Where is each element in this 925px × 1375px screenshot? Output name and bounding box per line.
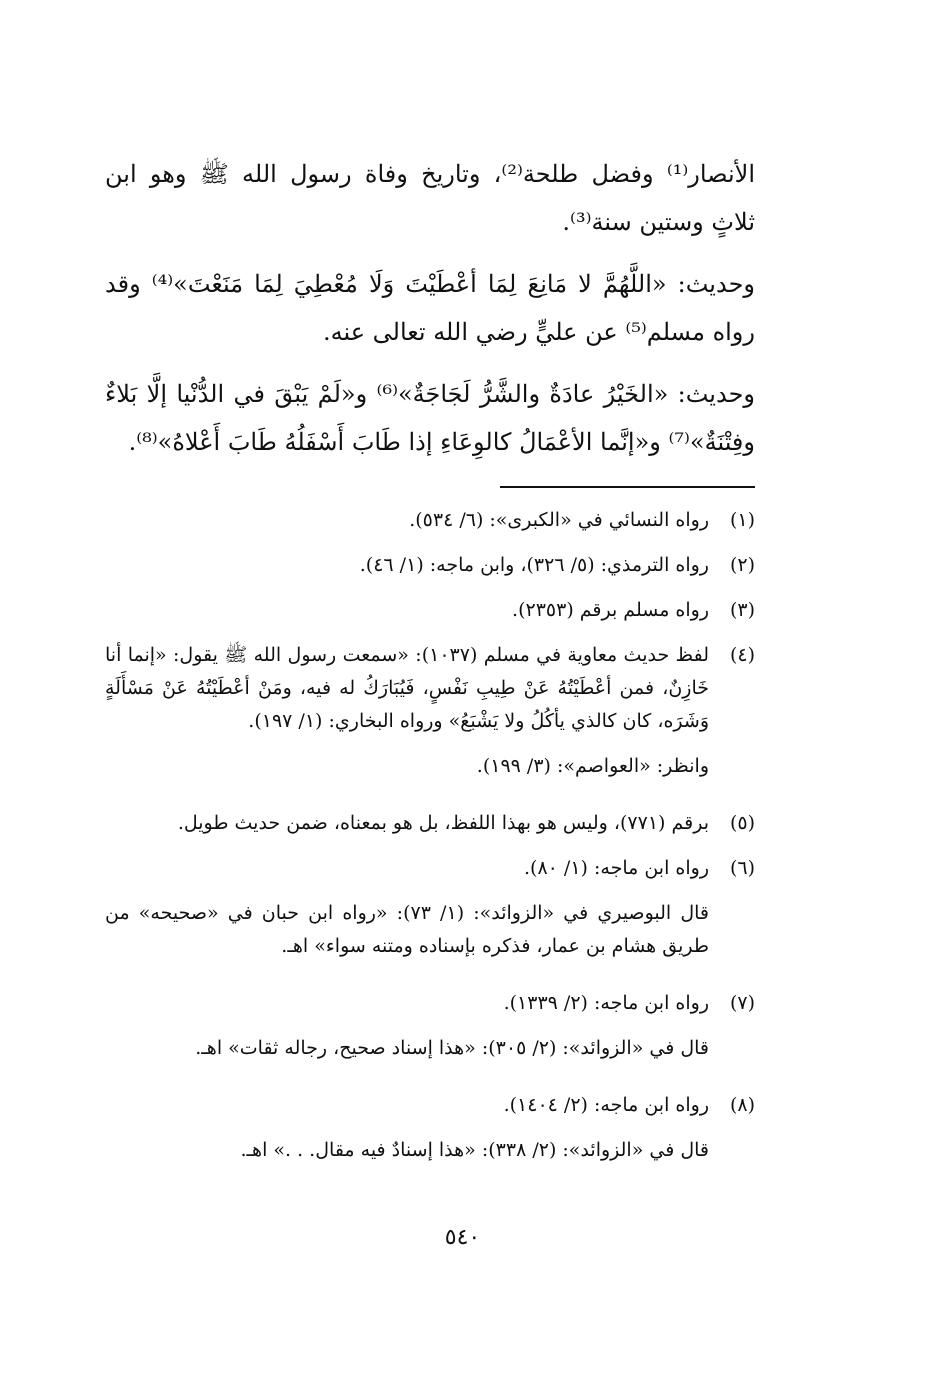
footnote-number: (٦) xyxy=(729,857,755,879)
page-body xyxy=(105,150,755,1191)
footnote-7 xyxy=(105,987,755,1077)
footnote-2 xyxy=(105,549,755,582)
paragraph-1: الأنصار⁽¹⁾ وفضل طلحة⁽²⁾، وتاريخ وفاة رسول الله ﷺ وهو ابن ثلاثٍ وستين سنة⁽³⁾. xyxy=(105,160,755,236)
footnote-number: (٤) xyxy=(729,644,755,666)
footnote-number: (٢) xyxy=(729,554,755,576)
paragraph-2: وحديث: «اللَّهُمَّ لا مَانِعَ لِمَا أعْطَيْتَ وَلَا مُعْطِيَ لِمَا مَنَعْتَ»⁽⁴⁾ وقد رواه مسلم⁽⁵⁾ عن عليٍّ رضي الله تعالى عنه. xyxy=(105,270,755,346)
footnote-text: رواه مسلم برقم (٢٣٥٣). xyxy=(512,599,709,621)
footnote-body xyxy=(105,852,709,975)
footnote-text: رواه النسائي في «الكبرى»: (٦/ ٥٣٤). xyxy=(409,509,709,531)
footnote-extra: قال البوصيري في «الزوائد»: (١/ ٧٣): «رواه ابن حبان في «صحيحه» من طريق هشام بن عمار، فذكره بإسناده ومتنه سواء» اهـ. xyxy=(105,902,710,957)
footnote-4 xyxy=(105,639,755,795)
footnote-number: (٧) xyxy=(729,992,755,1014)
footnote-number: (١) xyxy=(729,509,755,531)
footnote-text: رواه ابن ماجه: (٢/ ١٣٣٩). xyxy=(503,992,709,1014)
footnote-text: رواه ابن ماجه: (٢/ ١٤٠٤). xyxy=(503,1094,709,1116)
footnote-body xyxy=(105,987,709,1077)
footnote-text: لفظ حديث معاوية في مسلم (١٠٣٧): «سمعت رسول الله ﷺ يقول: «إنما أنا خَازِنٌ، فمن أعْطَيْتُهُ عَنْ طِيبِ نَفْسٍ، فَيُبَارَكُ له فيه، ومَنْ أعْطَيْتُهُ عَنْ مَسْأَلَةٍ وَشَرَه، كان كالذي يأكُلُ ولا يَشْبَعُ» ورواه البخاري: (١/ ١٩٧). xyxy=(105,644,709,732)
footnote-extra: قال في «الزوائد»: (٢/ ٣٠٥): «هذا إسناد صحيح، رجاله ثقات» اهـ. xyxy=(195,1037,709,1059)
footnote-extra: قال في «الزوائد»: (٢/ ٣٣٨): «هذا إسنادٌ فيه مقال. . .» اهـ. xyxy=(240,1139,709,1161)
footnote-extra: وانظر: «العواصم»: (٣/ ١٩٩). xyxy=(476,755,709,777)
footnote-text: رواه الترمذي: (٥/ ٣٢٦)، وابن ماجه: (١/ ٤٦). xyxy=(359,554,709,576)
footnotes xyxy=(105,504,755,1179)
footnote-text: رواه ابن ماجه: (١/ ٨٠). xyxy=(524,857,709,879)
footnote-text: برقم (٧٧١)، وليس هو بهذا اللفظ، بل هو بمعناه، ضمن حديث طويل. xyxy=(177,812,709,834)
footnote-6 xyxy=(105,852,755,975)
footnote-1 xyxy=(105,504,755,537)
footnote-body xyxy=(105,1089,709,1179)
footnote-5 xyxy=(105,807,755,840)
footnote-8 xyxy=(105,1089,755,1179)
page-number: ٥٤٠ xyxy=(444,1225,481,1250)
footnote-number: (٣) xyxy=(729,599,755,621)
footnote-body xyxy=(105,639,709,795)
footnote-number: (٨) xyxy=(729,1094,755,1116)
footnote-3 xyxy=(105,594,755,627)
paragraph-3: وحديث: «الخَيْرُ عادَةٌ والشَّرُّ لَجَاجَةٌ»⁽⁶⁾ و«لَمْ يَبْقَ في الدُّنْيا إلَّا بَلاءٌ وفِتْنَةٌ»⁽⁷⁾ و«إنَّما الأعْمَالُ كالوِعَاءِ إذا طَابَ أَسْفَلُهُ طَابَ أَعْلاهُ»⁽⁸⁾. xyxy=(105,380,756,456)
footnote-number: (٥) xyxy=(729,812,755,834)
footnote-divider xyxy=(500,486,755,488)
main-text xyxy=(105,150,755,466)
